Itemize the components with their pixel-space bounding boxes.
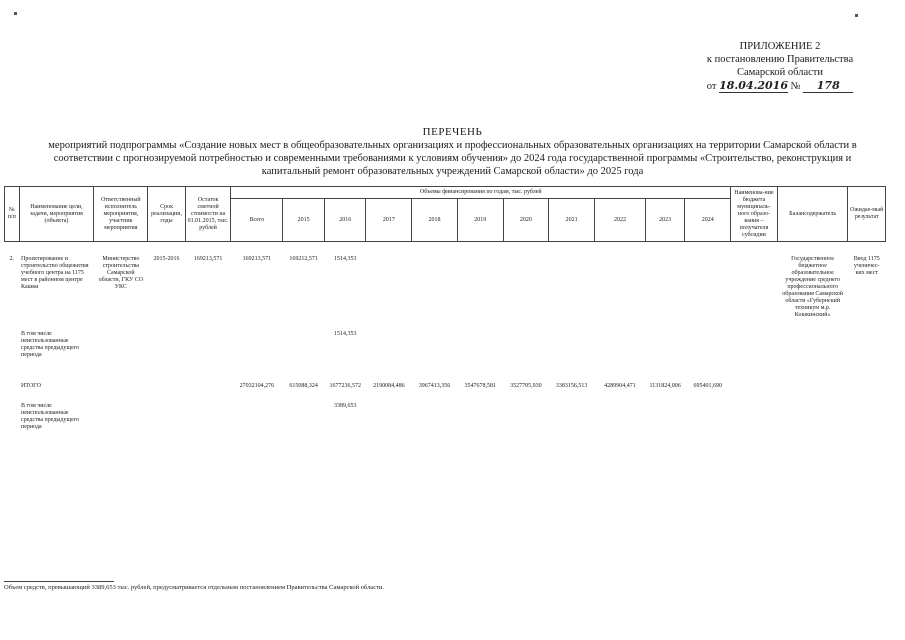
row-y2015: 169212,571 [289,256,318,262]
col-header-term: Срок реализации, годы [148,187,185,242]
col-header-year: 2019 [457,199,503,242]
annex-line: Самарской области [737,67,823,78]
col-header-year: 2018 [412,199,458,242]
col-header-year: 2016 [324,199,366,242]
row-sub-y2016: 1514,353 [333,330,357,337]
col-header-year: 2022 [594,199,645,242]
number-prefix: № [790,81,801,92]
total-year: 615088,324 [289,382,318,389]
total-row [5,382,886,402]
total-year: 3967413,356 [418,382,451,389]
col-header-balance: Остаток сметной стоимости на 01.01.2015, тыс. рублей [185,187,231,242]
col-header-result: Ожидае-мый результат [848,187,886,242]
row-executor: Министерство строительства Самарской области, ГКУ СО УКС [98,256,144,290]
title-heading: ПЕРЕЧЕНЬ [422,126,483,138]
scan-mark [855,14,858,17]
total-year: 1677236,572 [329,382,361,389]
table-row [5,402,886,438]
total-year: 3383156,513 [555,382,588,389]
row-num: 2. [9,256,15,262]
total-year: 4289904,471 [604,382,636,389]
total-year: 2190084,486 [373,382,405,389]
col-header-executor: Ответственный исполнитель мероприятия, участник мероприятия [94,187,148,242]
annex-date-line [690,79,870,93]
col-header-num: № п/п [5,187,20,242]
col-header-funding: Объемы финансирования по годам, тыс. рублей [231,187,731,199]
col-header-year: 2017 [366,199,412,242]
total-label: ИТОГО [21,382,41,389]
activities-table [4,186,886,438]
col-header-year: 2023 [645,199,684,242]
title-line: капитальный ремонт образовательных учреждений Самарской области» до 2025 года [261,166,644,177]
col-header-municipality: Наименова-ние бюджета муниципаль-ного образо-вания – получателя субсидии [731,187,778,242]
total-sum: 27032104,276 [239,382,275,389]
total-year: 3547678,581 [464,382,496,389]
col-header-total: Всего [231,199,283,242]
col-header-name: Наименование цели, задачи, мероприятия (объекта) [19,187,94,242]
footnote-text: Объем средств, превышающий 3389,653 тыс. рублей, предусматривается отдельным постановлением Правительства Самарской области. [4,584,385,591]
annex-header [690,40,870,93]
total-year: 3527705,930 [510,382,542,389]
table-row [5,330,886,382]
table-row [5,242,886,330]
handwritten-date: 18.04.2016 [719,79,788,92]
date-prefix: от [706,81,717,92]
title-line: соответствии с прогнозируемой потребностью и современными требованиями к условиям обучения» до 2024 года государственной программы «Строительство, реконструкция и [53,153,852,164]
total-sub-y2016: 3389,653 [333,402,357,409]
row-total: 169213,571 [242,256,272,262]
row-result: Ввод 1175 ученичес-ких мест [853,256,880,276]
row-balance: 169213,571 [193,256,223,262]
total-year: 1131824,006 [649,382,681,389]
footnote [4,581,385,591]
col-header-year: 2015 [283,199,325,242]
title-line: мероприятий подпрограммы «Создание новых мест в общеобразовательных организациях и профессиональных образовательных организациях на территории Самарской области в [48,140,857,151]
row-name: Проектирование и строительство общежития учебного центра на 1175 мест в районном центре Кашки [21,256,89,290]
col-header-year: 2021 [549,199,595,242]
total-year: 695401,690 [693,382,722,389]
annex-line: к постановлению Правительства [706,54,854,65]
row-sub-name: В том числе неиспользованные средства предыдущего периода [21,330,80,358]
row-term: 2015-2016 [153,256,180,262]
row-y2016: 1514,353 [333,256,357,262]
header-row [5,187,886,199]
scan-mark [14,12,17,15]
col-header-year: 2020 [503,199,549,242]
col-header-year: 2024 [685,199,731,242]
total-sub-name: В том числе неиспользованные средства предыдущего периода [21,402,80,430]
row-holder: Государственное бюджетное образовательное учреждение среднего профессионального образования Самарской области «Губернский техникум м.р. Кошкинский» [782,256,843,318]
col-header-holder: Балансодержатель [777,187,848,242]
handwritten-number: 178 [803,79,853,93]
annex-title: ПРИЛОЖЕНИЕ 2 [739,41,821,52]
document-title [20,126,885,178]
